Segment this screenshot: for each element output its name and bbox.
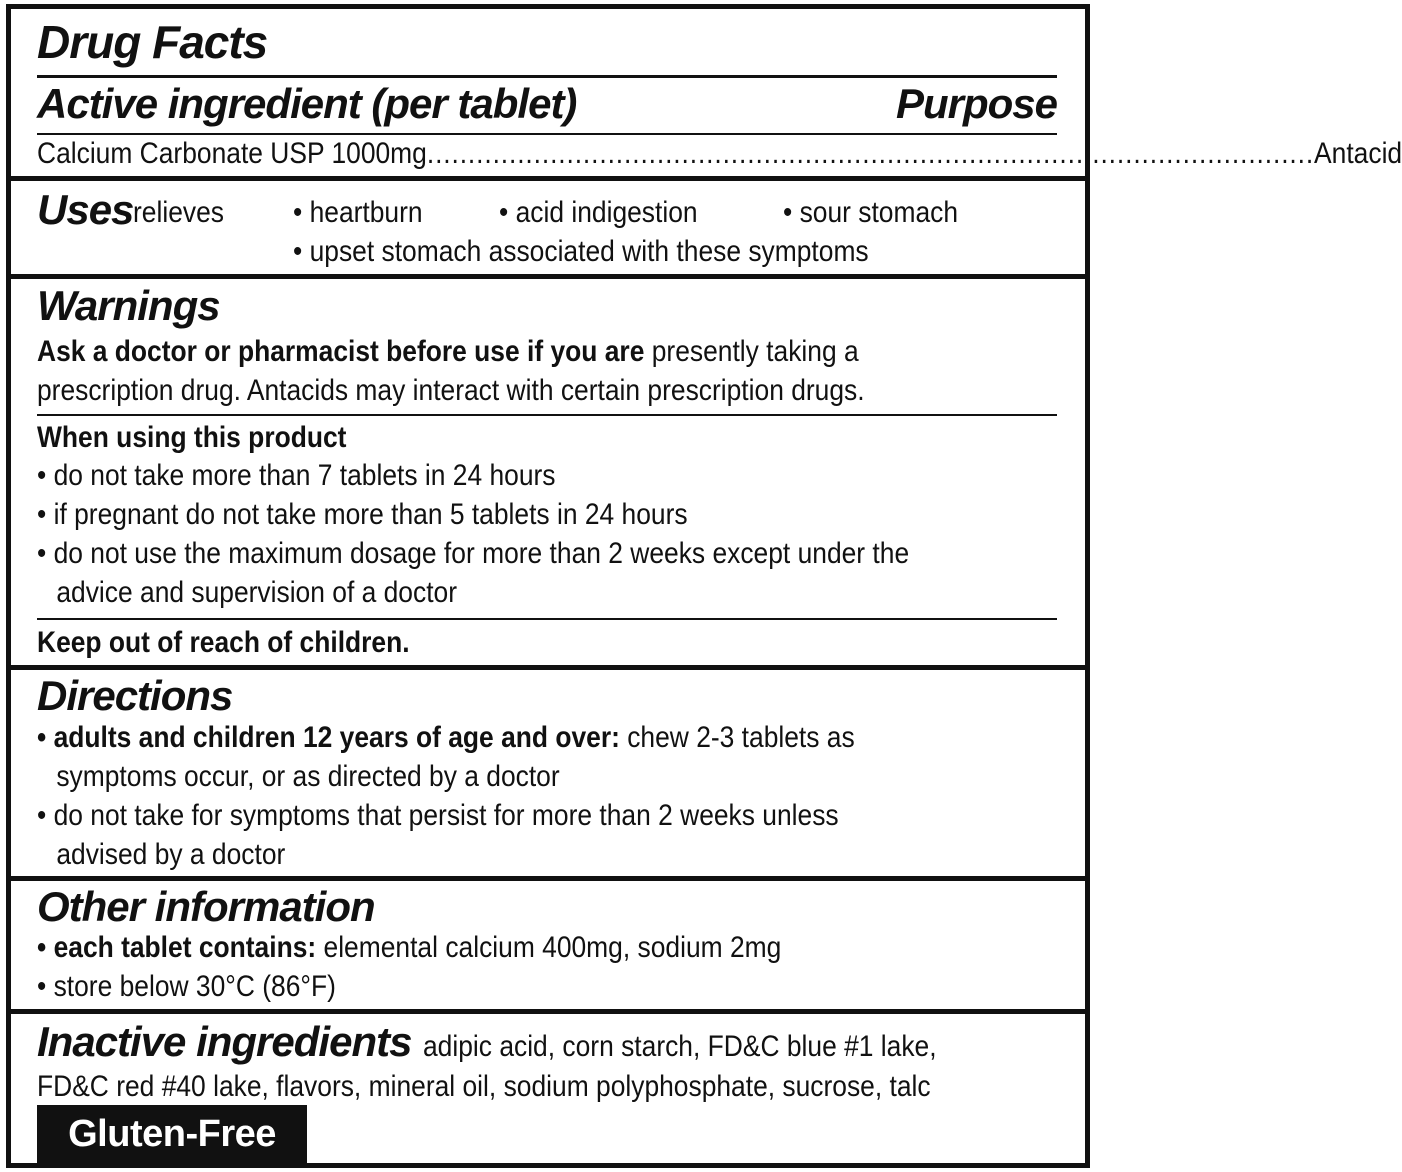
- directions-item-1-line-2: symptoms occur, or as directed by a doctor: [56, 760, 560, 793]
- inactive-text-2: FD&C red #40 lake, flavors, mineral oil, sodium polyphosphate, sucrose, talc: [37, 1070, 931, 1103]
- directions-item-2-line-2: advised by a doctor: [56, 838, 286, 871]
- other-info-list: [37, 928, 1058, 1006]
- rule-other-info: [11, 876, 1085, 881]
- when-using-block: [37, 420, 1058, 612]
- directions-section: [11, 672, 1085, 874]
- other-item-1-bold: • each tablet contains:: [37, 931, 317, 964]
- ingredient-name: Calcium Carbonate USP 1000mg: [37, 137, 427, 170]
- uses-item-sour-stomach: • sour stomach: [783, 196, 959, 229]
- uses-item-heartburn: • heartburn: [293, 196, 423, 229]
- directions-list: [37, 718, 1058, 874]
- keep-out-text: Keep out of reach of children.: [37, 626, 410, 659]
- when-using-heading: When using this product: [37, 421, 347, 454]
- other-info-heading: Other information: [37, 883, 375, 930]
- other-info-section: [11, 883, 1085, 1006]
- keep-out-section: [11, 623, 1085, 662]
- ingredient-row: [37, 136, 1402, 172]
- directions-item-1-bold: • adults and children 12 years of age and over:: [37, 721, 620, 754]
- when-item-3: • do not use the maximum dosage for more than 2 weeks except under the: [37, 537, 910, 570]
- rule-inactive: [11, 1009, 1085, 1014]
- uses-item-upset-stomach: • upset stomach associated with these symptoms: [293, 235, 869, 268]
- inactive-section: [11, 1018, 1085, 1106]
- active-ingredient-section: [11, 80, 1085, 127]
- warnings-ask-rest-1: presently taking a: [644, 335, 859, 368]
- warnings-rule-2: [37, 618, 1057, 620]
- warnings-ask-rest-2: prescription drug. Antacids may interact with certain prescription drugs.: [37, 374, 865, 407]
- other-item-2: • store below 30°C (86°F): [37, 970, 336, 1003]
- inactive-line-1: [37, 1018, 1057, 1065]
- ingredient-purpose: Antacid: [1314, 137, 1402, 170]
- warnings-ask-text: [37, 332, 1058, 410]
- uses-item-acid-indigestion: • acid indigestion: [499, 196, 698, 229]
- directions-item-1-rest: chew 2-3 tablets as: [619, 721, 855, 754]
- when-item-2: • if pregnant do not take more than 5 tablets in 24 hours: [37, 498, 688, 531]
- warnings-ask-bold: Ask a doctor or pharmacist before use if you are: [37, 335, 645, 368]
- title-rule: [37, 75, 1057, 78]
- gluten-free-badge: Gluten-Free: [37, 1105, 307, 1163]
- uses-heading: Uses: [37, 186, 134, 233]
- purpose-heading: Purpose: [895, 80, 1057, 127]
- active-rule: [37, 133, 1057, 135]
- when-item-3-cont: advice and supervision of a doctor: [56, 576, 458, 609]
- active-ingredient-heading: Active ingredient (per tablet): [37, 80, 577, 127]
- rule-warnings: [11, 274, 1085, 279]
- other-item-1-rest: elemental calcium 400mg, sodium 2mg: [316, 931, 782, 964]
- directions-item-2-line-1: • do not take for symptoms that persist for more than 2 weeks unless: [37, 799, 839, 832]
- rule-directions: [11, 665, 1085, 670]
- uses-intro: relieves: [133, 196, 224, 229]
- when-using-section: [11, 420, 1085, 612]
- ingredient-row-section: [11, 136, 1402, 172]
- inactive-heading: Inactive ingredients: [37, 1018, 412, 1065]
- rule-uses: [11, 176, 1085, 181]
- directions-heading: Directions: [37, 672, 233, 719]
- leader-dots: ............................................................................................................: [426, 137, 1315, 170]
- drug-facts-title: Drug Facts: [37, 16, 268, 68]
- inactive-text-1: adipic acid, corn starch, FD&C blue #1 lake,: [423, 1030, 937, 1063]
- active-heading-row: [37, 80, 1057, 127]
- title-section: [11, 16, 1085, 68]
- uses-section: [11, 187, 1085, 267]
- drug-facts-panel: [6, 4, 1402, 1168]
- when-item-1: • do not take more than 7 tablets in 24 hours: [37, 459, 556, 492]
- warnings-rule-1: [37, 414, 1057, 416]
- warnings-section: [11, 282, 1085, 410]
- uses-block: [37, 187, 1057, 267]
- warnings-heading: Warnings: [37, 282, 220, 329]
